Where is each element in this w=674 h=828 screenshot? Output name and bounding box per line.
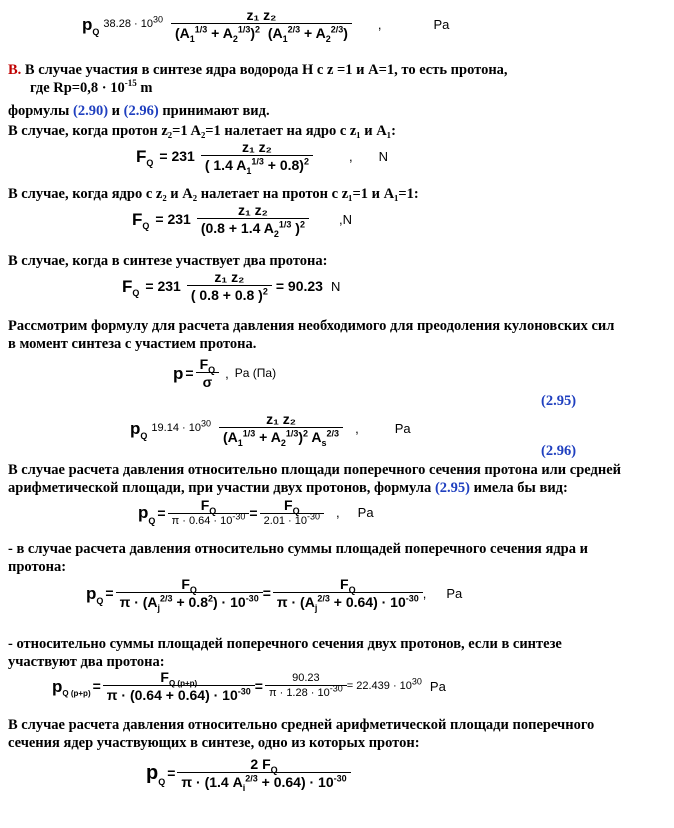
formula-force-two-protons: F $_Q$ = 231 $\frac{\text{z₁ z₂}}{( 0.8 + 0.8 )^2}$ = 90.23 N	[122, 269, 341, 303]
case-nucleus-hits-proton: В случае, когда ядро с z₂ и A₂ налетает на протон с z₁=1 и A₁=1:	[8, 186, 419, 202]
formula-pressure-mean-area: p $_Q$ $19.14 \cdot 10^{30}$ $\frac{\text{z₁ z₂}}{(A_1^{1/3} + A_2^{1/3})^2 A_s^{2/3}}$ , Pa	[130, 411, 411, 448]
case-proton-hits-nucleus: В случае, когда протон z₂=1 A₂=1 налетает на ядро с z₁ и A₁:	[8, 123, 396, 139]
cross-section-line-2: арифметической площади, при участии двух протонов, формула (2.95) имела бы вид:	[8, 480, 568, 496]
sum-nucleus-proton-line-1: - в случае расчета давления относительно суммы площадей поперечного сечения ядра и	[8, 541, 588, 557]
formula-pressure-mean-arith: p $_Q$ = $\frac{2 F_Q}{\pi \cdot (1.4 A_i^{2/3} + 0.64) \cdot 10^{-30}}$	[146, 757, 351, 789]
consider-line-2: в момент синтеза с участием протона.	[8, 336, 257, 352]
formula-pressure-definition: p = $\frac{F_Q}{\sigma}$ , Pa (Па)	[173, 356, 277, 390]
sum-nucleus-proton-line-2: протона:	[8, 559, 67, 575]
formula-pressure-sum-areas: p $_Q$ = $\frac{F_Q}{\pi \cdot (A_j^{2/3} + 0.8^2) \cdot 10^{-30}}$ = $\frac{F_Q}{\pi \cdot (A_j^{2/3} + 0.64) \cdot 10^{-30}}$ , Pa	[86, 576, 463, 613]
formula-pressure-proton-area: p $_Q$ = $\frac{F_Q}{\pi \cdot 0.64 \cdot 10^{-30}}$ = $\frac{F_Q}{2.01 \cdot 10^{-30}}$ , Pa	[138, 497, 374, 527]
ref-2-90: (2.90)	[72, 103, 109, 119]
case-b-heading: B. В случае участия в синтезе ядра водорода H с z =1 и A=1, то есть протона,	[8, 62, 508, 78]
formula-pressure-two-protons: p $_{Q (p+p)}$ = $\frac{F_{Q (p+p)}}{\pi \cdot (0.64 + 0.64) \cdot 10^{-30}}$ = $\frac{90.23}{\pi \cdot 1.28 \cdot 10^{-30}}$ = $22.439 \cdot 10^{30}$ Pa	[52, 669, 446, 703]
formula-force-proton-hits: F $_Q$ = 231 $\frac{\text{z₁ z₂}}{( 1.4 A_1^{1/3} + 0.8)^2}$ , N	[136, 139, 388, 176]
two-protons-line-1: - относительно суммы площадей поперечного сечения двух протонов, если в синтезе	[8, 636, 562, 652]
formula-pressure-general: p $_Q$ $38.28 \cdot 10^{30}$ $\frac{\text{z₁ z₂}}{(A_1^{1/3} + A_2^{1/3})^2 (A_1^{2/3} + A_2^{2/3})}$ , Pa	[82, 7, 450, 44]
formulas-reference-line: формулы (2.90) и (2.96) принимают вид.	[8, 103, 270, 119]
case-two-protons: В случае, когда в синтезе участвует два протона:	[8, 253, 328, 269]
ref-2-96-label: (2.96)	[541, 443, 577, 459]
mean-area-line-1: В случае расчета давления относительно средней арифметической площади поперечного	[8, 717, 595, 733]
two-protons-line-2: участвуют два протона:	[8, 654, 165, 670]
cross-section-line-1: В случае расчета давления относительно площади поперечного сечения протона или средней	[8, 462, 622, 478]
consider-line-1: Рассмотрим формулу для расчета давления необходимого для преодоления кулоновских сил	[8, 318, 615, 334]
ref-2-96: (2.96)	[123, 103, 159, 119]
mean-area-line-2: сечения ядер участвующих в синтезе, одно из которых протон:	[8, 735, 420, 751]
proton-radius-line: где $Rp=0,8 \cdot 10^{-15}$ m	[30, 78, 153, 96]
ref-2-95-label: (2.95)	[541, 393, 577, 409]
formula-force-nucleus-hits: F $_Q$ = 231 $\frac{\text{z₁ z₂}}{(0.8 + 1.4 A_2^{1/3} )^2}$ , N	[132, 202, 352, 239]
